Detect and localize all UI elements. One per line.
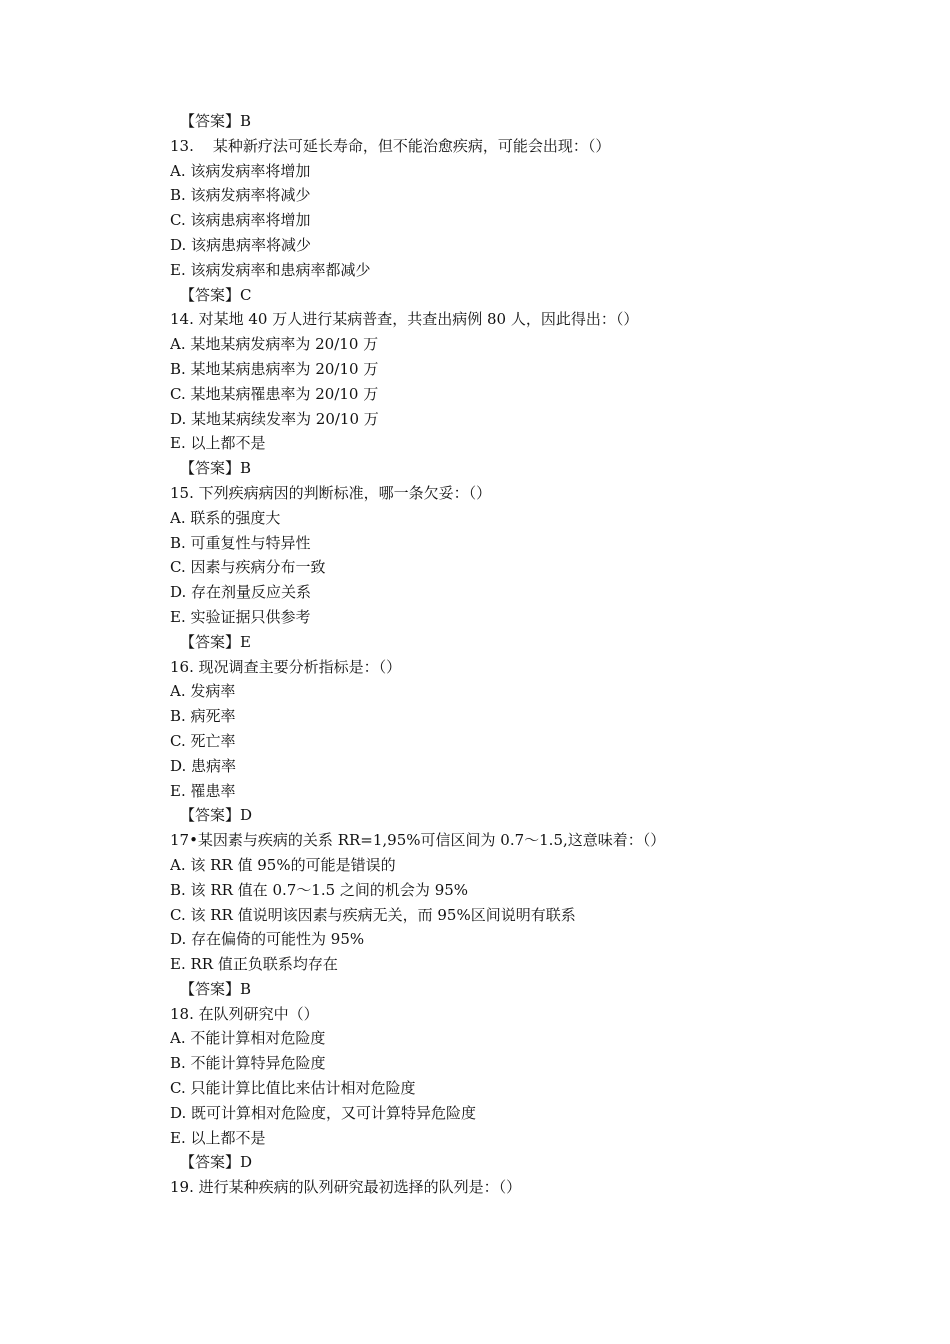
option-line: E. 罹患率	[170, 781, 236, 800]
option-line: E. RR 值正负联系均存在	[170, 955, 338, 974]
answer-line: 【答案】B	[180, 112, 252, 130]
option-line: D. 该病患病率将减少	[170, 235, 312, 254]
question-list	[170, 109, 870, 1200]
option-line: B. 可重复性与特异性	[170, 533, 311, 552]
option-line: B. 病死率	[170, 707, 236, 726]
answer-line: 【答案】B	[180, 979, 252, 998]
option-line: C. 某地某病罹患率为 20/10 万	[170, 384, 379, 403]
question-stem: 18. 在队列研究中（）	[170, 1004, 319, 1023]
option-line: D. 存在剂量反应关系	[170, 583, 312, 602]
option-line: E. 以上都不是	[170, 1128, 266, 1147]
option-line: A. 该病发病率将增加	[170, 161, 311, 180]
option-line: A. 发病率	[170, 682, 236, 701]
question-stem: 16. 现况调查主要分析指标是：（）	[170, 657, 402, 676]
option-line: A. 联系的强度大	[170, 508, 281, 527]
option-line: B. 不能计算特异危险度	[170, 1054, 326, 1073]
option-line: C. 因素与疾病分布一致	[170, 558, 326, 577]
option-line: A. 该 RR 值 95%的可能是错误的	[170, 855, 396, 874]
question-stem: 19. 进行某种疾病的队列研究最初选择的队列是：（）	[170, 1178, 522, 1197]
question-stem: 15. 下列疾病病因的判断标准，哪一条欠妥：（）	[170, 483, 492, 502]
option-line: A. 某地某病发病率为 20/10 万	[170, 335, 379, 354]
answer-line: 【答案】C	[180, 285, 252, 304]
question-stem: 13. 某种新疗法可延长寿命，但不能治愈疾病，可能会出现：（）	[170, 136, 611, 155]
answer-line: 【答案】D	[180, 1153, 253, 1172]
question-stem: 17•某因素与疾病的关系 RR=1,95%可信区间为 0.7〜1.5,这意味着：（）	[170, 831, 666, 850]
option-line: E. 该病发病率和患病率都减少	[170, 260, 371, 279]
option-line: E. 实验证据只供参考	[170, 607, 311, 626]
option-line: D. 某地某病续发率为 20/10 万	[170, 409, 379, 428]
option-line: B. 该病发病率将减少	[170, 186, 311, 205]
question-stem: 14. 对某地 40 万人进行某病普查，共查出病例 80 人，因此得出：（）	[170, 310, 639, 329]
answer-line: 【答案】B	[180, 459, 252, 478]
option-line: C. 死亡率	[170, 731, 236, 750]
answer-line: 【答案】E	[180, 632, 251, 651]
option-line: D. 既可计算相对危险度，又可计算特异危险度	[170, 1103, 477, 1122]
option-line: C. 该 RR 值说明该因素与疾病无关，而 95%区间说明有联系	[170, 905, 576, 924]
option-line: D. 存在偏倚的可能性为 95%	[170, 930, 365, 949]
option-line: B. 该 RR 值在 0.7〜1.5 之间的机会为 95%	[170, 880, 469, 899]
option-line: B. 某地某病患病率为 20/10 万	[170, 359, 379, 378]
option-line: A. 不能计算相对危险度	[170, 1029, 326, 1048]
option-line: C. 只能计算比值比来估计相对危险度	[170, 1079, 416, 1098]
option-line: E. 以上都不是	[170, 434, 266, 453]
option-line: D. 患病率	[170, 756, 237, 775]
answer-line: 【答案】D	[180, 806, 253, 825]
option-line: C. 该病患病率将增加	[170, 211, 311, 230]
